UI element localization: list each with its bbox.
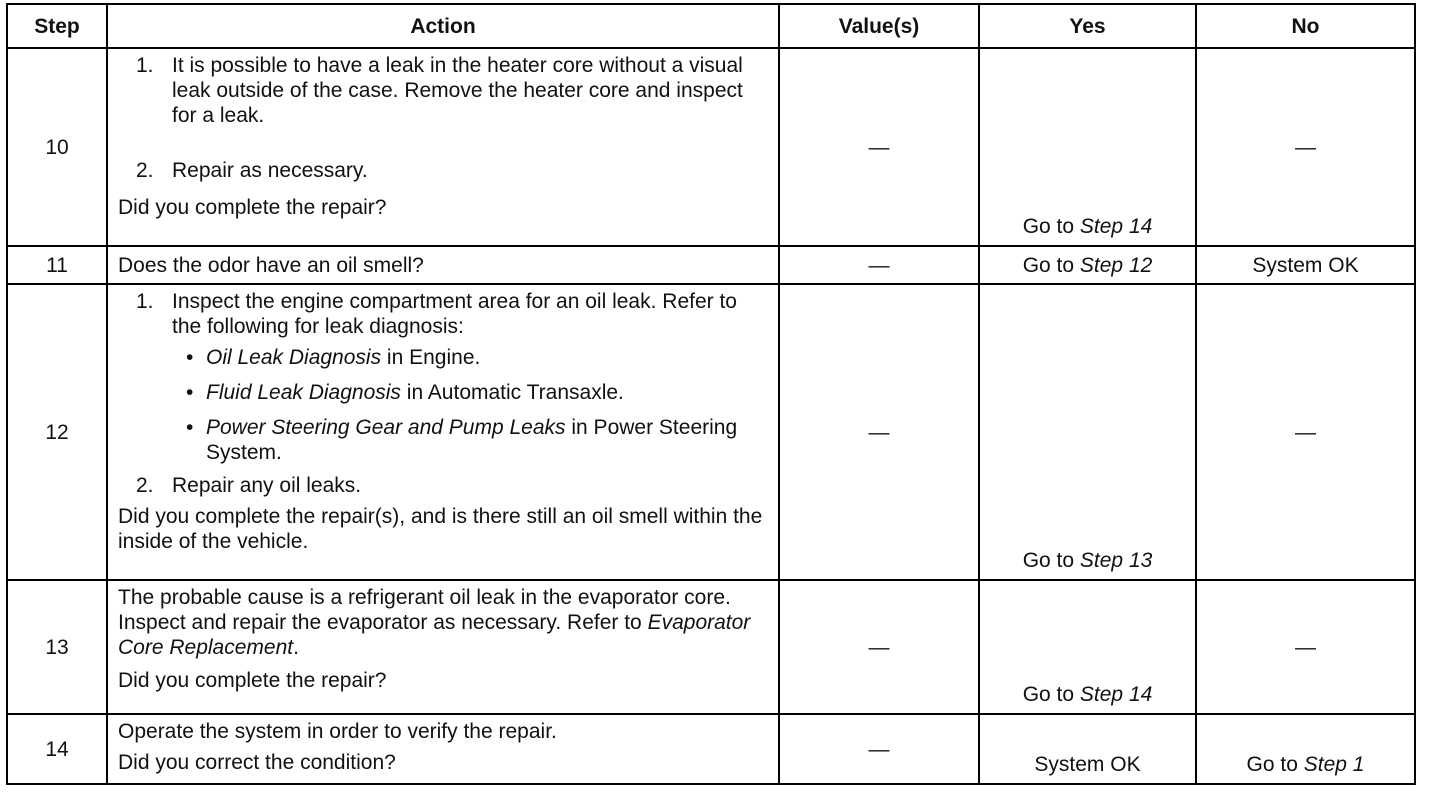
value-cell	[779, 246, 979, 284]
action-text	[118, 585, 768, 660]
yes-prefix: Go to	[1022, 215, 1075, 238]
action-cell	[107, 284, 779, 580]
header-row	[7, 4, 1415, 48]
no-cell	[1196, 580, 1415, 714]
list-item	[118, 158, 768, 183]
reference-link[interactable]: Evaporator Core Replacement	[118, 611, 751, 659]
action-cell	[107, 48, 779, 246]
item-number: 1.	[136, 290, 154, 313]
value-dash: —	[868, 737, 890, 761]
reference-link[interactable]: Power Steering Gear and Pump Leaks	[206, 416, 566, 439]
question: Did you complete the repair?	[118, 196, 387, 219]
question: Did you correct the condition?	[118, 751, 396, 774]
bullet-list	[172, 345, 768, 465]
yes-cell	[979, 580, 1196, 714]
step-link[interactable]: Step 14	[1079, 683, 1153, 706]
header-no: No	[1196, 4, 1415, 48]
question: Did you complete the repair?	[118, 669, 387, 692]
table-row	[7, 48, 1415, 246]
no-prefix: Go to	[1246, 753, 1298, 776]
header-action: Action	[107, 4, 779, 48]
no-cell: System OK	[1196, 246, 1415, 284]
list-item	[118, 473, 768, 498]
table-row	[7, 580, 1415, 714]
list-item	[118, 289, 768, 465]
item-number: 2.	[136, 159, 154, 182]
header-yes: Yes	[979, 4, 1196, 48]
step-number: 14	[7, 714, 107, 784]
no-dash: —	[1295, 135, 1316, 159]
bullet-item	[172, 345, 768, 370]
no-cell	[1196, 284, 1415, 580]
question: Did you complete the repair(s), and is there still an oil smell within the inside of the vehicle.	[118, 505, 763, 553]
bullet: •	[186, 346, 194, 369]
item-number: 1.	[136, 54, 154, 77]
step-number: 12	[7, 284, 107, 580]
step-link[interactable]: Step 1	[1303, 753, 1365, 776]
yes-prefix: Go to	[1022, 683, 1075, 706]
header-values: Value(s)	[779, 4, 979, 48]
action-text-body: The probable cause is a refrigerant oil leak in the evaporator core. Inspect and repair the evaporator as necessary. Refer to	[118, 586, 731, 634]
header-step: Step	[7, 4, 107, 48]
no-dash: —	[1295, 420, 1316, 444]
item-text: Inspect the engine compartment area for an oil leak. Refer to the following for leak diagnosis:	[172, 290, 737, 338]
action-list	[118, 53, 768, 183]
yes-cell	[979, 48, 1196, 246]
value-dash: —	[868, 135, 890, 159]
item-text: Repair as necessary.	[172, 159, 368, 182]
action-cell	[107, 714, 779, 784]
item-text: It is possible to have a leak in the heater core without a visual leak outside of the case. Remove the heater core and inspect for a leak.	[172, 54, 743, 127]
yes-prefix: Go to	[1022, 549, 1075, 572]
action-cell	[107, 580, 779, 714]
action-list	[118, 289, 768, 498]
table-row	[7, 714, 1415, 784]
diagnostic-table	[6, 3, 1416, 785]
yes-cell	[979, 246, 1196, 284]
action-cell	[107, 246, 779, 284]
step-number: 10	[7, 48, 107, 246]
no-cell	[1196, 714, 1415, 784]
step-number: 11	[7, 246, 107, 284]
question: Does the odor have an oil smell?	[118, 253, 424, 277]
value-cell	[779, 48, 979, 246]
item-text: Repair any oil leaks.	[172, 474, 362, 497]
bullet-item	[172, 380, 768, 405]
reference-rest: in Engine.	[381, 346, 481, 369]
action-text: Operate the system in order to verify the repair.	[118, 720, 557, 743]
value-cell	[779, 284, 979, 580]
action-text-end: .	[293, 636, 299, 659]
reference-rest: in Automatic Transaxle.	[400, 381, 624, 404]
bullet: •	[186, 381, 194, 404]
table-row	[7, 284, 1415, 580]
step-number: 13	[7, 580, 107, 714]
reference-rest: in Power Steering System.	[206, 416, 738, 464]
value-dash: —	[868, 420, 890, 444]
step-link[interactable]: Step 13	[1079, 549, 1153, 572]
reference-link[interactable]: Oil Leak Diagnosis	[206, 346, 382, 369]
bullet-item	[172, 415, 768, 465]
value-cell	[779, 580, 979, 714]
no-cell	[1196, 48, 1415, 246]
step-link[interactable]: Step 12	[1079, 253, 1153, 277]
table-row	[7, 246, 1415, 284]
no-dash: —	[1295, 635, 1316, 659]
yes-prefix: Go to	[1022, 253, 1075, 277]
yes-cell	[979, 284, 1196, 580]
value-dash: —	[868, 253, 890, 277]
value-cell	[779, 714, 979, 784]
item-number: 2.	[136, 474, 154, 497]
bullet: •	[186, 416, 194, 439]
step-link[interactable]: Step 14	[1079, 215, 1153, 238]
yes-cell: System OK	[979, 714, 1196, 784]
reference-link[interactable]: Fluid Leak Diagnosis	[206, 381, 401, 404]
list-item	[118, 53, 768, 128]
value-dash: —	[868, 635, 890, 659]
